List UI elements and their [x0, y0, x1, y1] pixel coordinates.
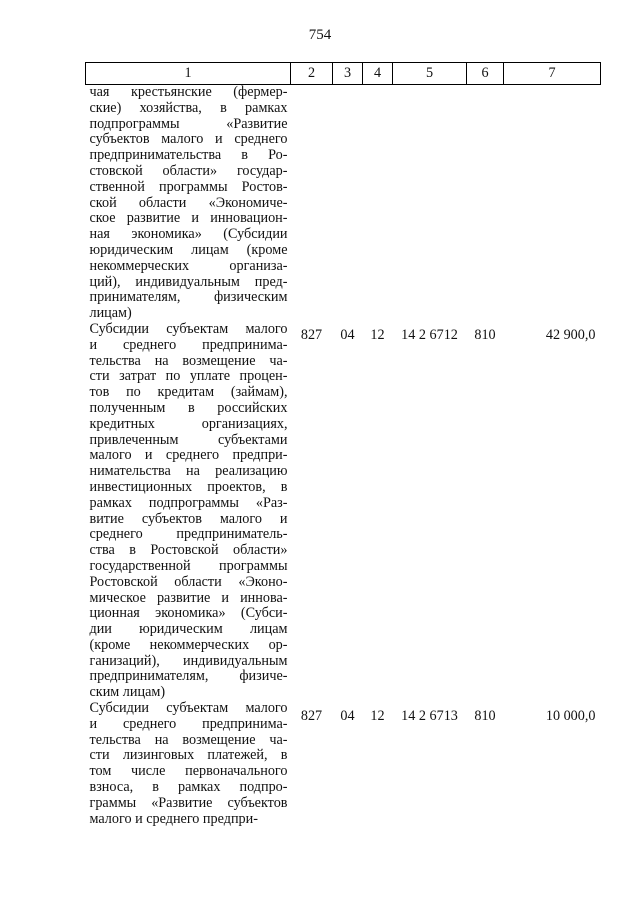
description-line: среднего предприниматель-	[89, 526, 288, 543]
column-header: 2	[291, 63, 333, 85]
description-line: сти затрат по уплате процен-	[89, 368, 288, 385]
description-line: и среднего предпринима-	[89, 336, 288, 353]
subsection-code: 12	[370, 326, 385, 343]
description-line: малого и среднего предпри-	[89, 810, 258, 827]
column-header: 4	[363, 63, 393, 85]
description-line: чая крестьянские (фермер-	[89, 84, 288, 100]
description-line: кредитных организациях,	[89, 415, 288, 432]
ministry-code: 827	[300, 326, 323, 343]
description-line: ской области «Экономиче-	[89, 194, 288, 211]
description-line: тельства на возмещение ча-	[89, 731, 288, 748]
row-description	[86, 701, 291, 827]
description-line: и среднего предпринима-	[89, 715, 288, 732]
description-line: Ростовской области «Эконо-	[89, 573, 288, 590]
description-line: ная экономика» (Субсидии	[89, 226, 288, 243]
subsection-code: 12	[370, 708, 385, 725]
description-line: дии юридическим лицам	[89, 621, 288, 638]
row-description	[86, 322, 291, 701]
expense-type-code	[467, 85, 504, 322]
section-code: 04	[340, 708, 355, 725]
description-line: витие субъектов малого и	[89, 510, 288, 527]
row-description	[86, 85, 291, 322]
description-line: инвестиционных проектов, в	[89, 478, 288, 495]
target-item-code: 14 2 6713	[401, 708, 458, 725]
target-item-code	[393, 85, 467, 322]
budget-table	[85, 62, 601, 827]
description-line: ционная экономика» (Субси-	[89, 605, 288, 622]
column-header: 7	[504, 63, 601, 85]
ministry-code	[291, 85, 333, 322]
expense-type-code: 810	[474, 708, 496, 725]
description-line: ственной программы Ростов-	[89, 178, 288, 195]
description-line: принимателям, физическим	[89, 289, 288, 306]
description-line: государственной программы	[89, 557, 288, 574]
table-header-row	[86, 63, 601, 85]
column-header: 5	[393, 63, 467, 85]
description-line: ганизаций), индивидуальным	[89, 652, 288, 669]
description-line: тельства на возмещение ча-	[89, 352, 288, 369]
page-number: 754	[308, 27, 332, 43]
table-row	[86, 85, 601, 322]
description-line: ское развитие и инновацион-	[89, 210, 288, 227]
amount-value: 42 900,0	[545, 326, 596, 343]
description-line: ства в Ростовской области»	[89, 542, 288, 559]
section-code	[333, 85, 363, 322]
description-line: ские) хозяйства, в рамках	[89, 99, 288, 116]
amount-value	[504, 85, 601, 322]
table-row	[86, 322, 601, 701]
section-code: 04	[340, 326, 355, 343]
description-line: лицам)	[89, 305, 132, 322]
description-line: стовской области» государ-	[89, 162, 288, 179]
description-line: мическое развитие и иннова-	[89, 589, 288, 606]
column-header: 6	[467, 63, 504, 85]
description-line: субъектов малого и среднего	[89, 131, 288, 148]
description-line: нимательства на реализацию	[89, 463, 288, 480]
table-row	[86, 701, 601, 827]
column-header: 1	[86, 63, 291, 85]
description-line: том числе первоначального	[89, 763, 288, 780]
description-line: Субсидии субъектам малого	[89, 700, 288, 717]
target-item-code: 14 2 6712	[401, 326, 458, 343]
ministry-code: 827	[300, 708, 323, 725]
description-line: малого и среднего предпри-	[89, 447, 288, 464]
description-line: взноса, в рамках подпро-	[89, 779, 288, 796]
description-line: ским лицам)	[89, 684, 166, 701]
description-line: ций), индивидуальным пред-	[89, 273, 288, 290]
description-line: предпринимателям, физиче-	[89, 668, 288, 685]
description-line: привлеченным субъектами	[89, 431, 288, 448]
amount-value: 10 000,0	[545, 708, 596, 725]
description-line: подпрограммы «Развитие	[89, 115, 288, 132]
description-line: рамках подпрограммы «Раз-	[89, 494, 288, 511]
subsection-code	[363, 85, 393, 322]
description-line: некоммерческих организа-	[89, 257, 288, 274]
description-line: тов по кредитам (займам),	[89, 384, 288, 401]
description-line: граммы «Развитие субъектов	[89, 794, 288, 811]
description-line: предпринимательства в Ро-	[89, 147, 288, 164]
column-header: 3	[333, 63, 363, 85]
description-line: сти лизинговых платежей, в	[89, 747, 288, 764]
description-line: юридическим лицам (кроме	[89, 241, 288, 258]
description-line: (кроме некоммерческих ор-	[89, 636, 288, 653]
description-line: полученным в российских	[89, 399, 288, 416]
expense-type-code: 810	[474, 326, 496, 343]
description-line: Субсидии субъектам малого	[89, 320, 288, 337]
